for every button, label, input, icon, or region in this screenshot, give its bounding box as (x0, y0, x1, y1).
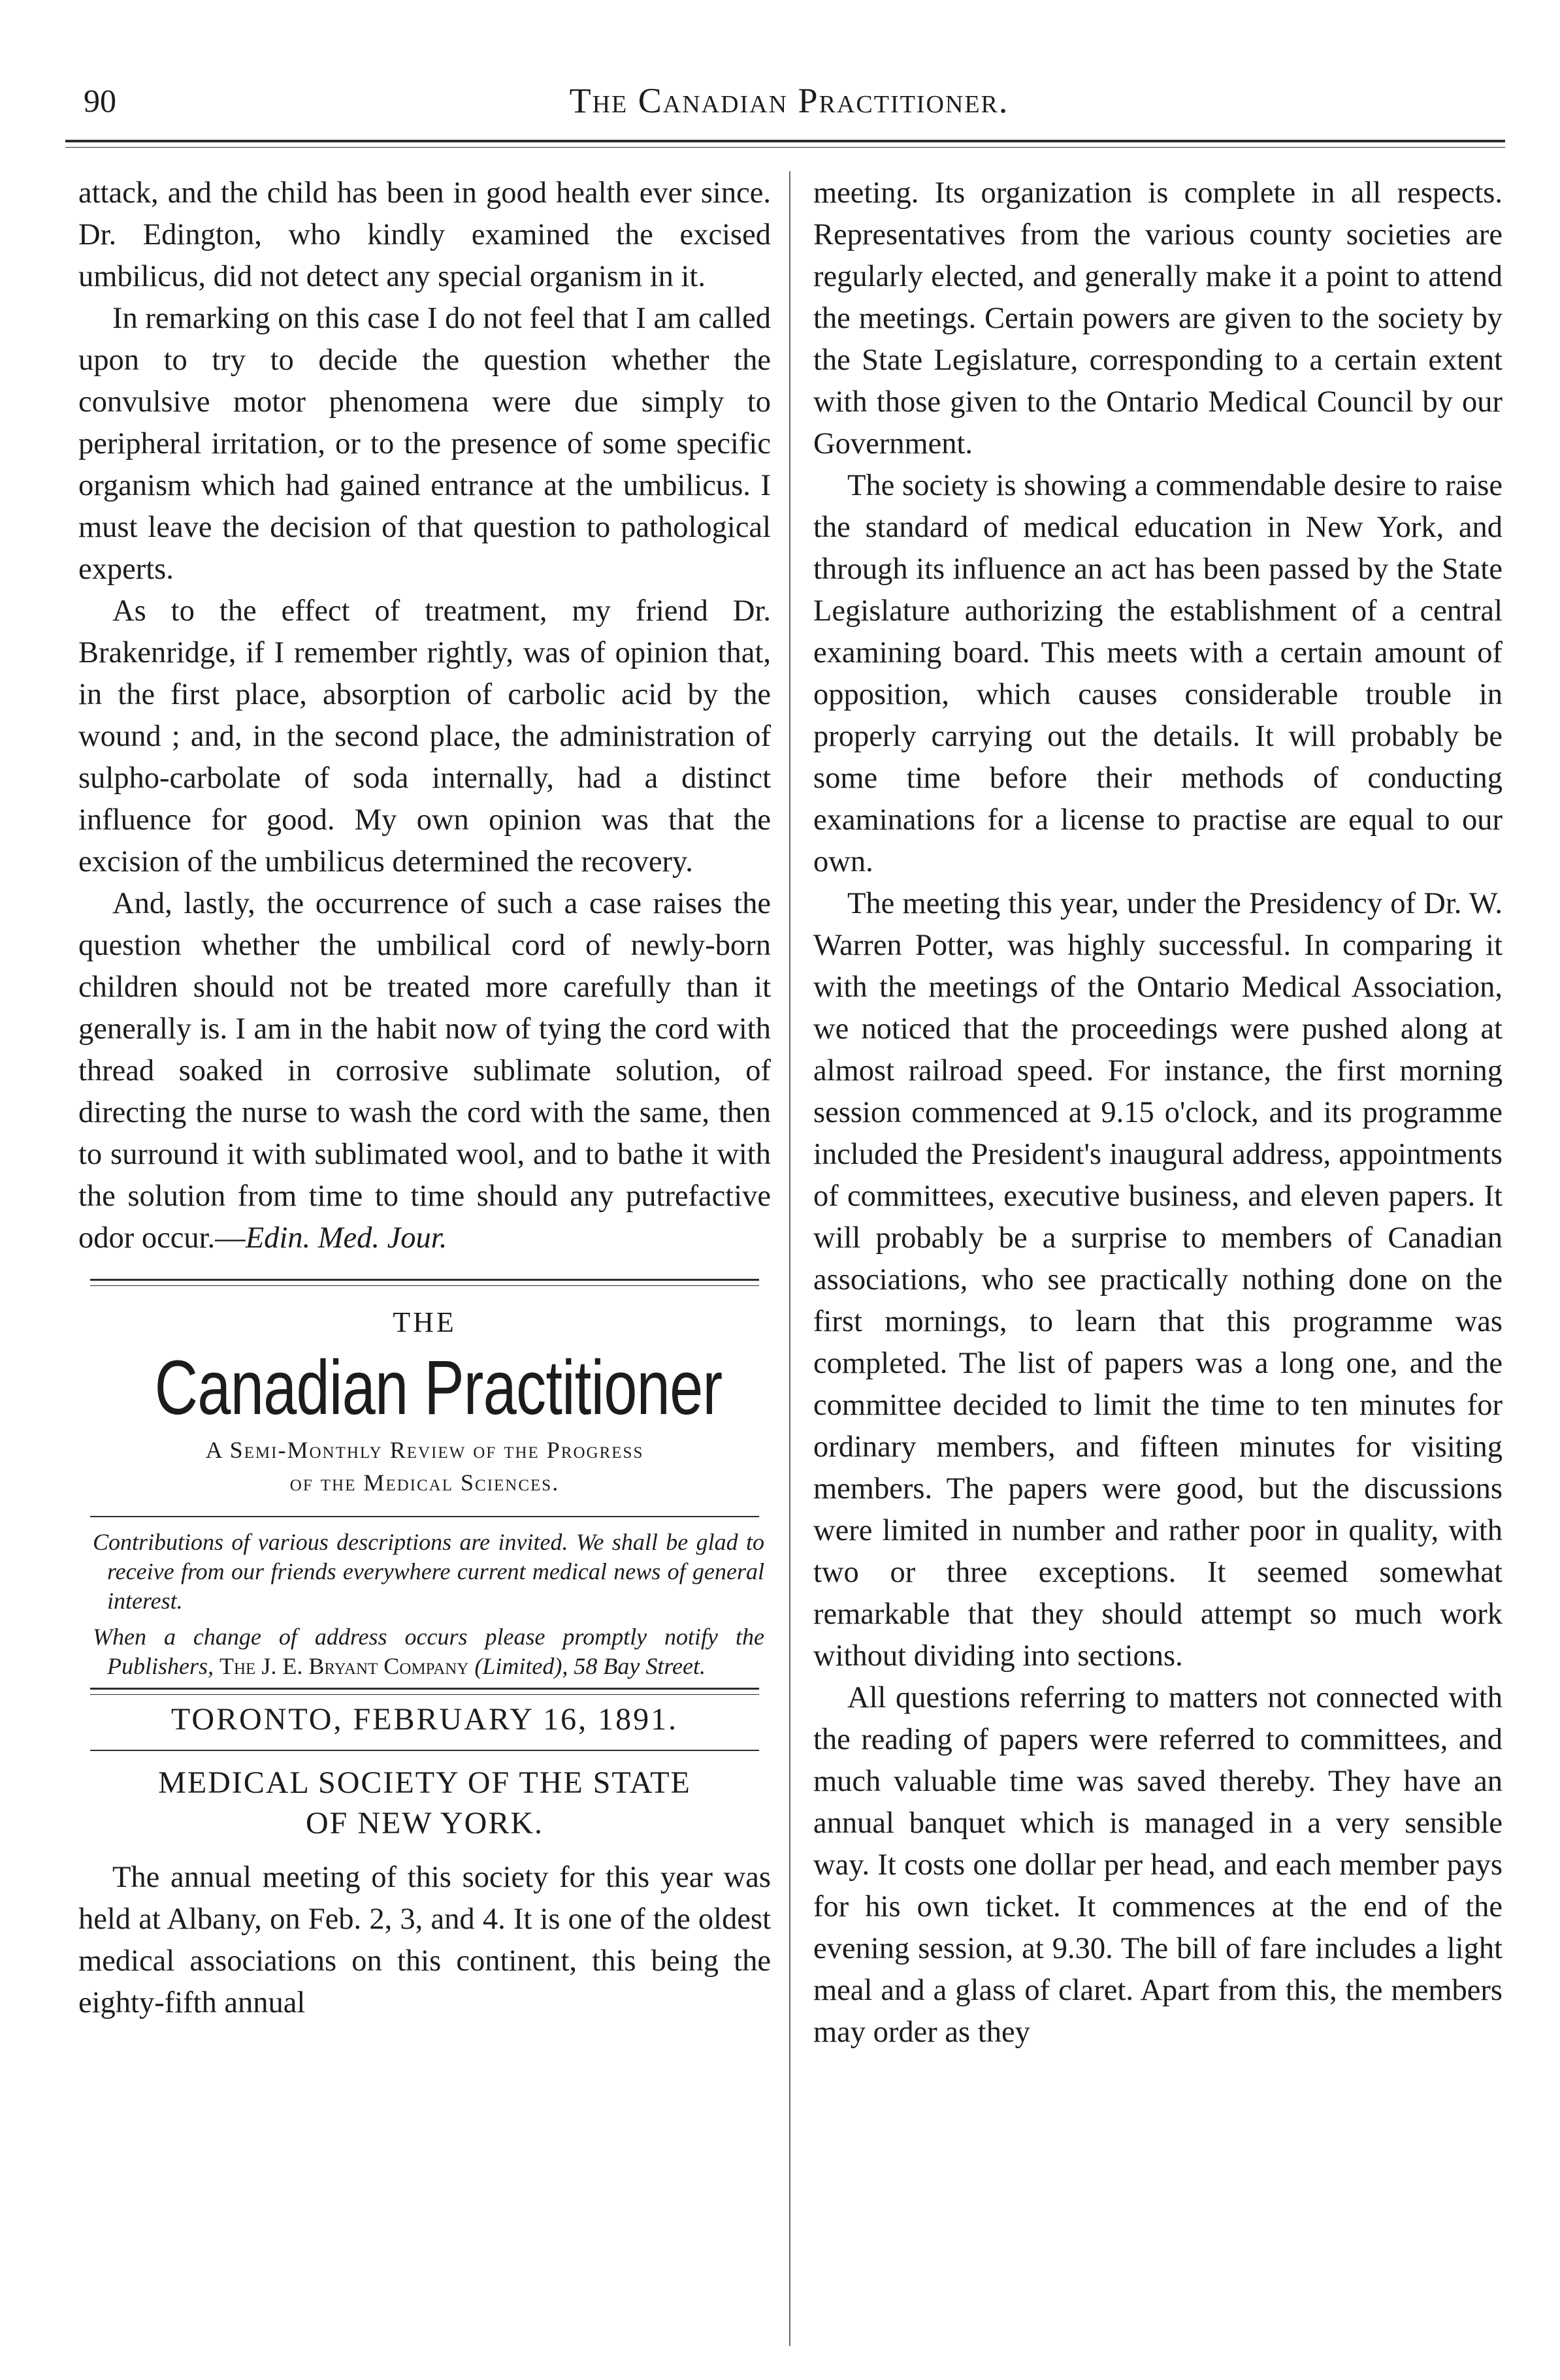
paragraph: The meeting this year, under the Presidency of Dr. W. Warren Potter, was highly successful. In comparing it with the meetings of the Ontario Medical Association, we noticed that the proceedings were pushed along at almost railroad speed. For instance, the first morning session commenced at 9.15 o'clock, and its programme included the President's inaugural address, appointments of committees, executive business, and eleven papers. It will probably be a surprise to members of Canadian associations, who see practically nothing done on the first mornings, to learn that this programme was completed. The list of papers was a long one, and the committee decided to limit the time to ten minutes for ordinary members, and fifteen minutes for visiting members. The papers were good, but the discussions were limited in number and rather poor in quality, with two or three exceptions. It seemed somewhat remarkable that they should attempt so much work without dividing into sections. (813, 887, 1503, 1673)
contributions-notice: Contributions of various descriptions are invited. We shall be glad to receive from our friends everywhere current medical news of general interest. (93, 1529, 764, 1614)
publisher-name: The J. E. Bryant Company (219, 1653, 469, 1679)
paragraph: meeting. Its organization is complete in all respects. Representatives from the various county societies are regularly elected, and generally make it a point to attend the meetings. Certain powers are given to the society by the State Legislature, corresponding to a certain extent with those given to the Ontario Medical Council by our Government. (813, 176, 1503, 460)
masthead (78, 1303, 771, 1499)
section-heading-line: OF NEW YORK. (305, 1806, 544, 1841)
section-heading (78, 1763, 771, 1844)
section-heading-line: MEDICAL SOCIETY OF THE STATE (158, 1765, 691, 1800)
dateline: TORONTO, FEBRUARY 16, 1891. (171, 1702, 679, 1737)
left-column (78, 172, 771, 2024)
masthead-subtitle: A Semi-Monthly Review of the Progress (205, 1437, 644, 1463)
paragraph: attack, and the child has been in good health ever since. Dr. Edington, who kindly examined the excised umbilicus, did not detect any special organism in it. (78, 176, 771, 293)
paragraph-text: And, lastly, the occurrence of such a case raises the question whether the umbilical cord of newly-born children should not be treated more carefully than it generally is. I am in the habit now of tying the cord with thread soaked in corrosive sublimate solution, of directing the nurse to wash the cord with the same, then to surround it with sublimated wool, and to bathe it with the solution from time to time should any putrefactive odor occur.— (78, 887, 771, 1255)
rule (90, 1688, 759, 1695)
masthead-the: THE (393, 1306, 457, 1338)
rule (90, 1750, 759, 1751)
paragraph: In remarking on this case I do not feel that I am called upon to try to decide the question whether the convulsive motor phenomena were due simply to peripheral irritation, or to the presence of some specific organism which had gained entrance at the umbilicus. I must leave the decision of that question to pathological experts. (78, 302, 771, 586)
masthead-top-rule (90, 1279, 759, 1286)
address-notice (78, 1622, 771, 1681)
header-double-rule (65, 140, 1505, 148)
citation: Edin. Med. Jour. (245, 1221, 447, 1255)
paragraph: As to the effect of treatment, my friend Dr. Brakenridge, if I remember rightly, was of opinion that, in the first place, absorption of carbolic acid by the wound ; and, in the second place, the administration of sulpho-carbolate of soda internally, had a distinct influence for good. My own opinion was that the excision of the umbilicus determined the recovery. (78, 594, 771, 878)
right-column (813, 172, 1503, 2053)
masthead-title: Canadian Practitioner (154, 1345, 723, 1431)
masthead-subtitle: of the Medical Sciences. (289, 1470, 560, 1496)
rule (90, 1516, 759, 1517)
page-number: 90 (84, 82, 116, 119)
notice-text: When a change of address occurs please promptly notify the Publishers, (93, 1624, 764, 1679)
journal-running-title: The Canadian Practitioner. (569, 81, 1009, 120)
paragraph: The society is showing a commendable desire to raise the standard of medical education in New York, and through its influence an act has been passed by the State Legislature authorizing the establishment of a central examining board. This meets with a certain amount of opposition, which causes considerable trouble in properly carrying out the details. It will probably be some time before their methods of conducting examinations for a license to practise are equal to our own. (813, 469, 1503, 878)
paragraph (78, 883, 771, 1259)
column-divider (789, 171, 790, 2346)
paragraph: All questions referring to matters not connected with the reading of papers were referred to committees, and much valuable time was saved thereby. They have an annual banquet which is managed in a very sensible way. It costs one dollar per head, and each member pays for his own ticket. It commences at the end of the evening session, at 9.30. The bill of fare includes a light meal and a glass of claret. Apart from this, the members may order as they (813, 1681, 1503, 2049)
paragraph: The annual meeting of this society for this year was held at Albany, on Feb. 2, 3, and 4. It is one of the oldest medical associations on this continent, this being the eighty-fifth annual (78, 1861, 771, 2019)
running-head (73, 77, 1505, 124)
notice-text: (Limited), 58 Bay Street. (474, 1653, 706, 1679)
